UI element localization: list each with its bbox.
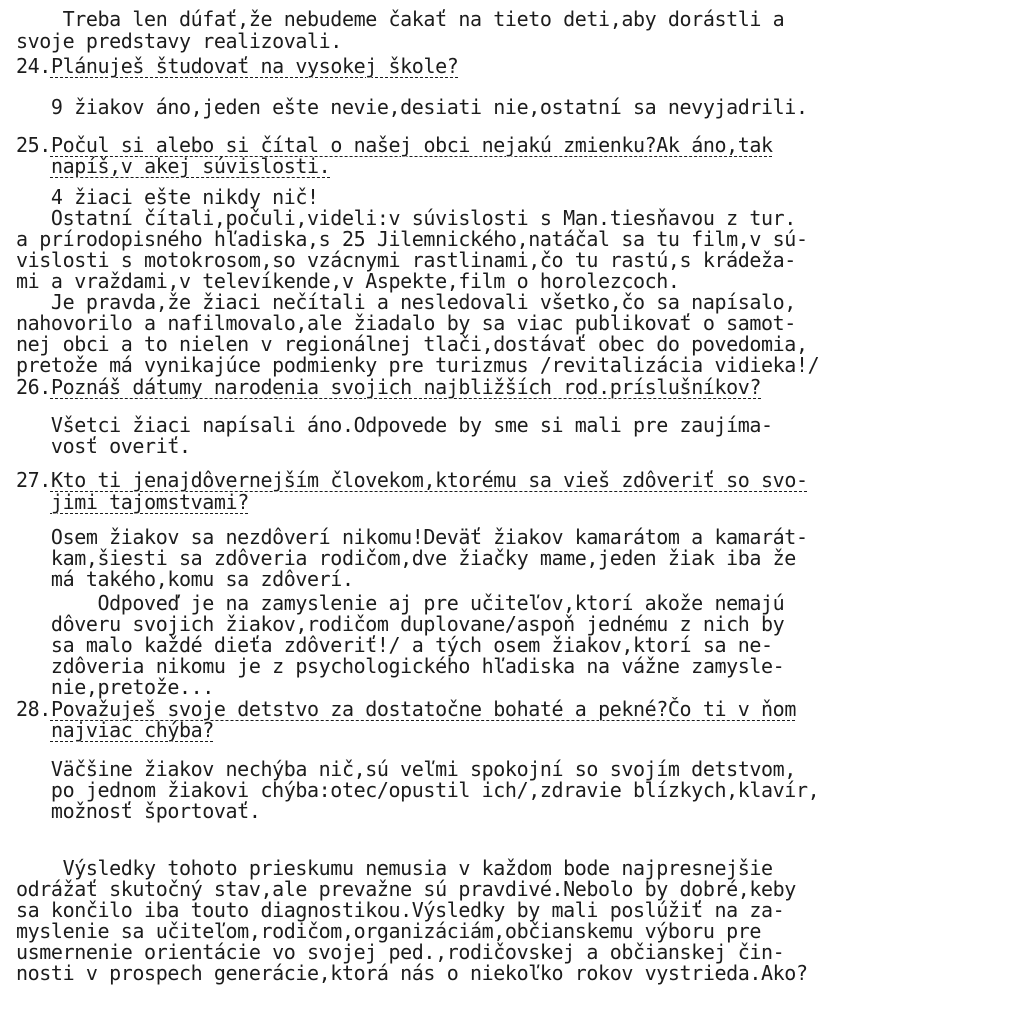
answer-25-line-6: Je pravda,že žiaci nečítali a nesledovali všetko,čo sa napísalo, [16, 290, 796, 314]
question-number: 25. [16, 133, 51, 157]
question-text: Plánuješ študovať na vysokej škole? [50, 54, 459, 78]
question-number: 24. [16, 54, 51, 78]
question-text: Považuješ svoje detstvo za dostatočne bohaté a pekné?Čo ti v ňom [50, 697, 796, 721]
answer-28-line-2: po jednom žiakovi chýba:otec/opustil ich/,zdravie blízkych,klavír, [16, 778, 820, 802]
answer-25-line-7: nahovorilo a nafilmovalo,ale žiadalo by sa viac publikovať o samot- [16, 311, 796, 335]
answer-27-line-5: dôveru svojich žiakov,rodičom duplovane/aspoň jednému z nich by [16, 612, 785, 636]
answer-25-line-9: pretože má vynikajúce podmienky pre turizmus /revitalizácia vidieka!/ [16, 353, 820, 377]
answer-25-line-8: nej obci a to nielen v regionálnej tlači,dostávať obec do povedomia, [16, 332, 808, 356]
answer-27-line-6: sa malo každé dieťa zdôveriť!/ a tých osem žiakov,ktorí sa ne- [16, 633, 773, 657]
question-number: 28. [16, 697, 51, 721]
answer-24: 9 žiakov áno,jeden ešte nevie,desiati nie,ostatní sa nevyjadrili. [16, 95, 808, 119]
answer-28-line-3: možnosť športovať. [16, 799, 261, 823]
question-text: Poznáš dátumy narodenia svojich najbližších rod.príslušníkov? [50, 375, 762, 399]
answer-27-line-1: Osem žiakov sa nezdôverí nikomu!Deväť žiakov kamarátom a kamarát- [16, 525, 808, 549]
question-28-cont [16, 719, 214, 741]
conclusion-line-5: usmernenie orientácie vo svojej ped.,rodičovskej a občianskej čin- [16, 940, 785, 964]
intro-line-2: svoje predstavy realizovali. [16, 29, 342, 53]
conclusion-line-6: nosti v prospech generácie,ktorá nás o niekoľko rokov vystrieda.Ako? [16, 961, 808, 985]
answer-27-line-8: nie,pretože... [16, 675, 214, 699]
question-27 [16, 469, 808, 491]
conclusion-line-2: odrážať skutočný stav,ale prevažne sú pravdivé.Nebolo by dobré,keby [16, 877, 796, 901]
question-text: Kto ti jenajdôvernejším človekom,ktorému sa vieš zdôveriť so svo- [50, 468, 808, 492]
intro-line-1: Treba len dúfať,že nebudeme čakať na tieto deti,aby dorástli a [16, 7, 785, 31]
question-text: najviac chýba? [50, 718, 214, 742]
question-25 [16, 134, 773, 156]
question-text: jimi tajomstvami? [50, 490, 249, 514]
conclusion-line-1: Výsledky tohoto prieskumu nemusia v každom bode najpresnejšie [16, 856, 773, 880]
question-26 [16, 376, 761, 398]
conclusion-line-4: myslenie sa učiteľom,rodičom,organizáciám,občianskemu výboru pre [16, 919, 762, 943]
answer-27-line-7: zdôveria nikomu je z psychologického hľadiska na vážne zamysle- [16, 654, 785, 678]
answer-26-line-1: Všetci žiaci napísali áno.Odpovede by sme si mali pre zaujíma- [16, 413, 773, 437]
question-28 [16, 698, 796, 720]
answer-25-line-2: Ostatní čítali,počuli,videli:v súvislosti s Man.tiesňavou z tur. [16, 206, 796, 230]
question-number: 27. [16, 468, 51, 492]
answer-27-line-4: Odpoveď je na zamyslenie aj pre učiteľov,ktorí akože nemajú [16, 591, 785, 615]
question-25-cont [16, 155, 330, 177]
answer-27-line-3: má takého,komu sa zdôverí. [16, 567, 354, 591]
answer-25-line-1: 4 žiaci ešte nikdy nič! [16, 185, 319, 209]
question-number: 26. [16, 375, 51, 399]
answer-28-line-1: Väčšine žiakov nechýba nič,sú veľmi spokojní so svojím detstvom, [16, 757, 796, 781]
conclusion-line-3: sa končilo iba touto diagnostikou.Výsledky by mali poslúžiť na za- [16, 898, 785, 922]
question-text: napíš,v akej súvislosti. [50, 154, 331, 178]
answer-25-line-4: vislosti s motokrosom,so vzácnymi rastlinami,čo tu rastú,s krádeža- [16, 248, 796, 272]
answer-26-line-2: vosť overiť. [16, 434, 191, 458]
question-24 [16, 55, 458, 77]
question-text: Počul si alebo si čítal o našej obci nejakú zmienku?Ak áno,tak [50, 133, 773, 157]
answer-27-line-2: kam,šiesti sa zdôveria rodičom,dve žiačky mame,jeden žiak iba že [16, 546, 796, 570]
answer-25-line-5: mi a vraždami,v televíkende,v Aspekte,film o horolezcoch. [16, 269, 680, 293]
answer-25-line-3: a prírodopisného hľadiska,s 25 Jilemnického,natáčal sa tu film,v sú- [16, 227, 808, 251]
question-27-cont [16, 491, 249, 513]
